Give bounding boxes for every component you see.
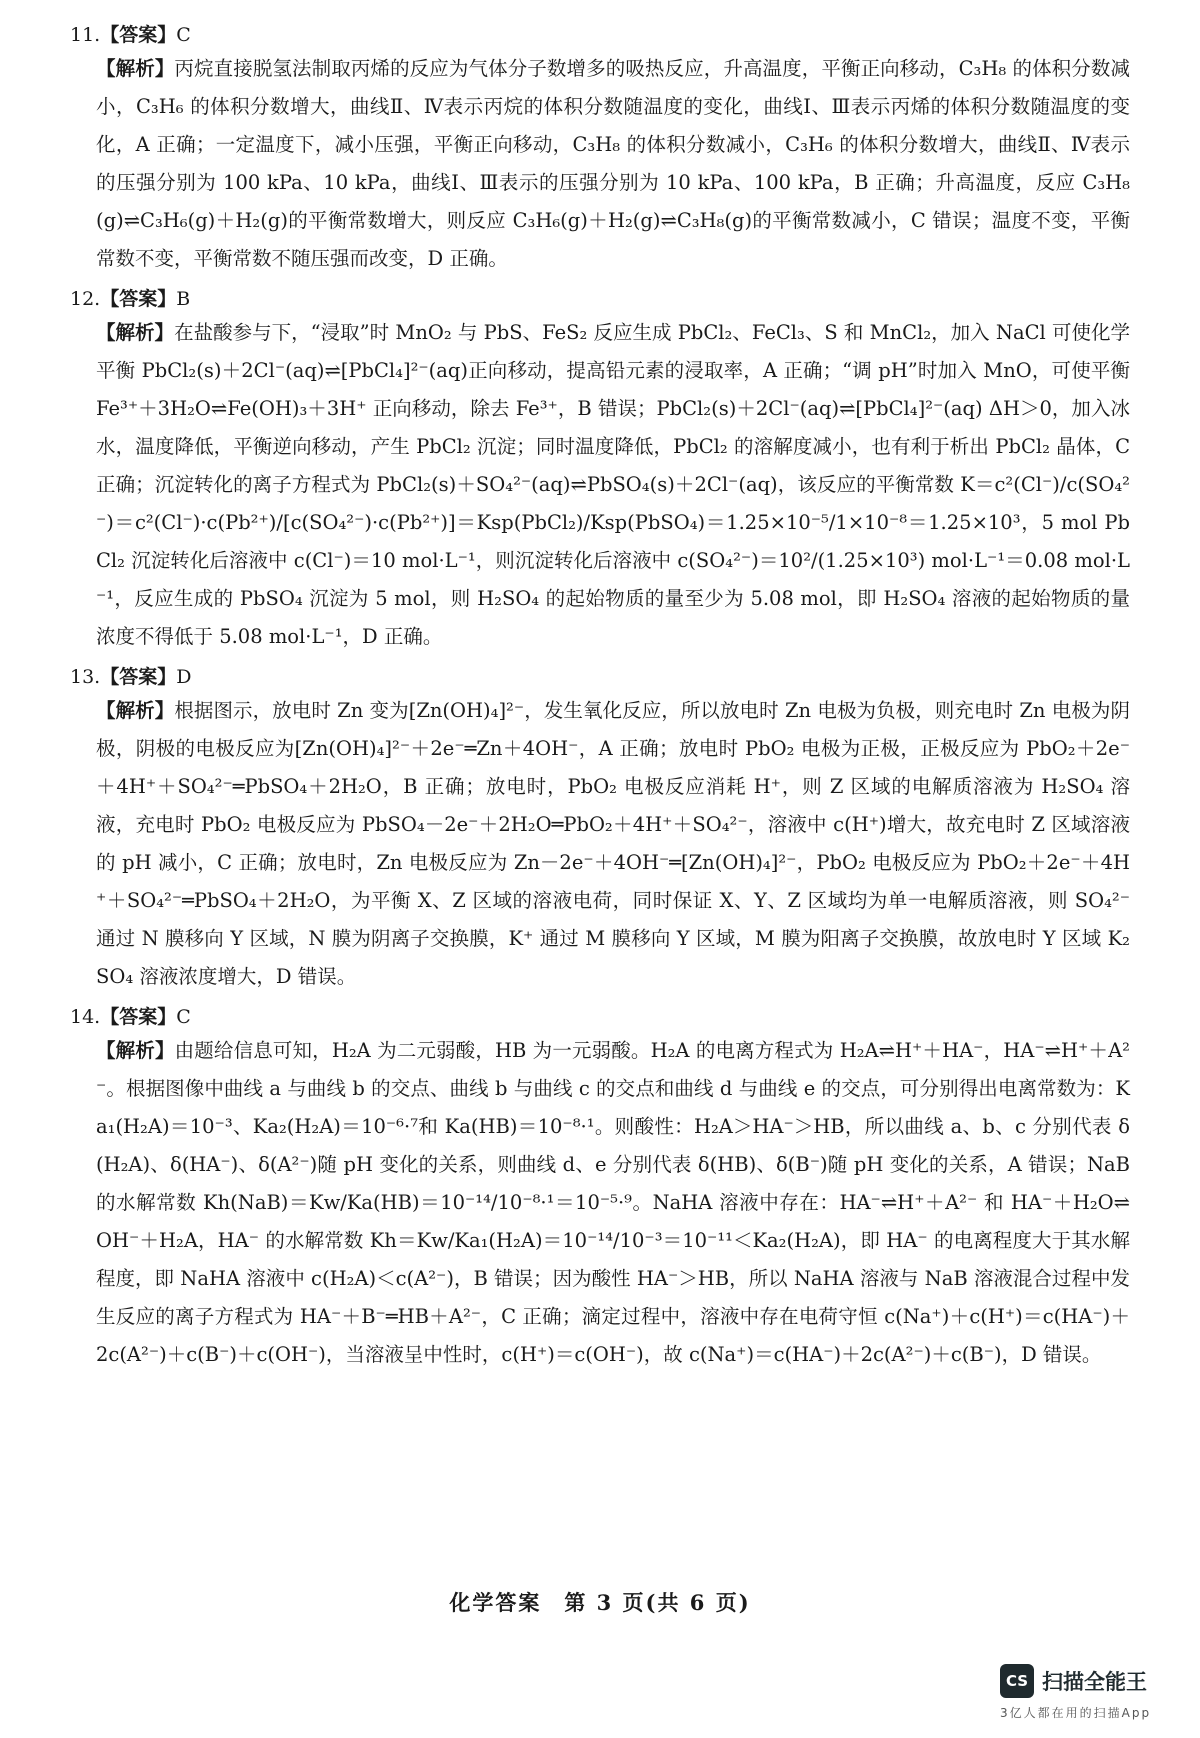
analysis-paragraph xyxy=(70,50,1130,278)
watermark-app-name: 扫描全能王 xyxy=(1042,1670,1147,1694)
analysis-paragraph xyxy=(70,314,1130,656)
scanner-watermark xyxy=(1000,1664,1190,1724)
answer-label: 【答案】 xyxy=(100,666,177,688)
analysis-label: 【解析】 xyxy=(96,1039,175,1062)
answer-document xyxy=(70,14,1130,1374)
answer-label: 【答案】 xyxy=(100,1006,177,1028)
question-number: 14. xyxy=(70,1006,101,1028)
analysis-paragraph xyxy=(70,1032,1130,1374)
analysis-text: 丙烷直接脱氢法制取丙烯的反应为气体分子数增多的吸热反应，升高温度，平衡正向移动，C₃H₈ 的体积分数减小，C₃H₆ 的体积分数增大，曲线Ⅱ、Ⅳ表示丙烷的体积分数随温度的变化，曲线Ⅰ、Ⅲ表示丙烯的体积分数随温度的变化，A 正确；一定温度下，减小压强，平衡正向移动，C₃H₈ 的体积分数减小，C₃H₆ 的体积分数增大，曲线Ⅱ、Ⅳ表示的压强分别为 100 kPa、10 kPa，曲线Ⅰ、Ⅲ表示的压强分别为 10 kPa、100 kPa，B 正确；升高温度，反应 C₃H₈(g)⇌C₃H₆(g)＋H₂(g)的平衡常数增大，则反应 C₃H₆(g)＋H₂(g)⇌C₃H₈(g)的平衡常数减小，C 错误；温度不变，平衡常数不变，平衡常数不随压强而改变，D 正确。 xyxy=(96,57,1130,270)
analysis-paragraph xyxy=(70,692,1130,996)
camscanner-logo-icon: CS xyxy=(1000,1664,1034,1698)
question-13 xyxy=(70,662,1130,996)
question-number: 11. xyxy=(70,24,101,46)
watermark-tagline: 3亿人都在用的扫描App xyxy=(1000,1706,1152,1720)
answer-value: D xyxy=(176,666,192,688)
question-12 xyxy=(70,284,1130,656)
analysis-label: 【解析】 xyxy=(96,699,175,722)
answer-value: C xyxy=(176,1006,191,1028)
analysis-text: 由题给信息可知，H₂A 为二元弱酸，HB 为一元弱酸。H₂A 的电离方程式为 H₂A⇌H⁺＋HA⁻，HA⁻⇌H⁺＋A²⁻。根据图像中曲线 a 与曲线 b 的交点、曲线 b 与曲线 c 的交点和曲线 d 与曲线 e 的交点，可分别得出电离常数为：Ka₁(H₂A)＝10⁻³、Ka₂(H₂A)＝10⁻⁶·⁷和 Ka(HB)＝10⁻⁸·¹。则酸性：H₂A＞HA⁻＞HB，所以曲线 a、b、c 分别代表 δ(H₂A)、δ(HA⁻)、δ(A²⁻)随 pH 变化的关系，则曲线 d、e 分别代表 δ(HB)、δ(B⁻)随 pH 变化的关系，A 错误；NaB 的水解常数 Kh(NaB)＝Kw/Ka(HB)＝10⁻¹⁴/10⁻⁸·¹＝10⁻⁵·⁹。NaHA 溶液中存在：HA⁻⇌H⁺＋A²⁻ 和 HA⁻＋H₂O⇌OH⁻＋H₂A，HA⁻ 的水解常数 Kh＝Kw/Ka₁(H₂A)＝10⁻¹⁴/10⁻³＝10⁻¹¹＜Ka₂(H₂A)，即 HA⁻ 的电离程度大于其水解程度，即 NaHA 溶液中 c(H₂A)＜c(A²⁻)，B 错误；因为酸性 HA⁻＞HB，所以 NaHA 溶液与 NaB 溶液混合过程中发生反应的离子方程式为 HA⁻＋B⁻═HB＋A²⁻，C 正确；滴定过程中，溶液中存在电荷守恒 c(Na⁺)＋c(H⁺)＝c(HA⁻)＋2c(A²⁻)＋c(B⁻)＋c(OH⁻)，当溶液呈中性时，c(H⁺)＝c(OH⁻)，故 c(Na⁺)＝c(HA⁻)＋2c(A²⁻)＋c(B⁻)，D 错误。 xyxy=(96,1039,1131,1366)
question-header xyxy=(70,20,1130,50)
answer-value: C xyxy=(176,24,191,46)
question-number: 13. xyxy=(70,666,101,688)
analysis-label: 【解析】 xyxy=(96,57,175,80)
question-header xyxy=(70,284,1130,314)
question-header xyxy=(70,662,1130,692)
analysis-text: 根据图示，放电时 Zn 变为[Zn(OH)₄]²⁻，发生氧化反应，所以放电时 Zn 电极为负极，则充电时 Zn 电极为阴极，阴极的电极反应为[Zn(OH)₄]²⁻＋2e⁻═Zn＋4OH⁻，A 正确；放电时 PbO₂ 电极为正极，正极反应为 PbO₂＋2e⁻＋4H⁺＋SO₄²⁻═PbSO₄＋2H₂O，B 正确；放电时，PbO₂ 电极反应消耗 H⁺，则 Z 区域的电解质溶液为 H₂SO₄ 溶液，充电时 PbO₂ 电极反应为 PbSO₄－2e⁻＋2H₂O═PbO₂＋4H⁺＋SO₄²⁻，溶液中 c(H⁺)增大，故充电时 Z 区域溶液的 pH 减小，C 正确；放电时，Zn 电极反应为 Zn－2e⁻＋4OH⁻═[Zn(OH)₄]²⁻，PbO₂ 电极反应为 PbO₂＋2e⁻＋4H⁺＋SO₄²⁻═PbSO₄＋2H₂O，为平衡 X、Z 区域的溶液电荷，同时保证 X、Y、Z 区域均为单一电解质溶液，则 SO₄²⁻ 通过 N 膜移向 Y 区域，N 膜为阴离子交换膜，K⁺ 通过 M 膜移向 Y 区域，M 膜为阳离子交换膜，故放电时 Y 区域 K₂SO₄ 溶液浓度增大，D 错误。 xyxy=(96,699,1130,988)
page-footer: 化学答案 第 3 页(共 6 页) xyxy=(449,1590,751,1615)
analysis-label: 【解析】 xyxy=(96,321,175,344)
question-14 xyxy=(70,1002,1130,1374)
question-number: 12. xyxy=(70,288,101,310)
answer-label: 【答案】 xyxy=(100,24,177,46)
analysis-text: 在盐酸参与下，“浸取”时 MnO₂ 与 PbS、FeS₂ 反应生成 PbCl₂、FeCl₃、S 和 MnCl₂，加入 NaCl 可使化学平衡 PbCl₂(s)＋2Cl⁻(aq)⇌[PbCl₄]²⁻(aq)正向移动，提高铅元素的浸取率，A 正确；“调 pH”时加入 MnO，可使平衡 Fe³⁺＋3H₂O⇌Fe(OH)₃＋3H⁺ 正向移动，除去 Fe³⁺，B 错误；PbCl₂(s)＋2Cl⁻(aq)⇌[PbCl₄]²⁻(aq) ΔH＞0，加入冰水，温度降低，平衡逆向移动，产生 PbCl₂ 沉淀；同时温度降低，PbCl₂ 的溶解度减小，也有利于析出 PbCl₂ 晶体，C 正确；沉淀转化的离子方程式为 PbCl₂(s)＋SO₄²⁻(aq)⇌PbSO₄(s)＋2Cl⁻(aq)，该反应的平衡常数 K＝c²(Cl⁻)/c(SO₄²⁻)＝c²(Cl⁻)·c(Pb²⁺)/[c(SO₄²⁻)·c(Pb²⁺)]＝Ksp(PbCl₂)/Ksp(PbSO₄)＝1.25×10⁻⁵/1×10⁻⁸＝1.25×10³，5 mol PbCl₂ 沉淀转化后溶液中 c(Cl⁻)＝10 mol·L⁻¹，则沉淀转化后溶液中 c(SO₄²⁻)＝10²/(1.25×10³) mol·L⁻¹＝0.08 mol·L⁻¹，反应生成的 PbSO₄ 沉淀为 5 mol，则 H₂SO₄ 的起始物质的量至少为 5.08 mol，即 H₂SO₄ 溶液的起始物质的量浓度不得低于 5.08 mol·L⁻¹，D 正确。 xyxy=(96,321,1130,648)
question-header xyxy=(70,1002,1130,1032)
answer-value: B xyxy=(176,288,191,310)
question-11 xyxy=(70,20,1130,278)
answer-label: 【答案】 xyxy=(100,288,177,310)
